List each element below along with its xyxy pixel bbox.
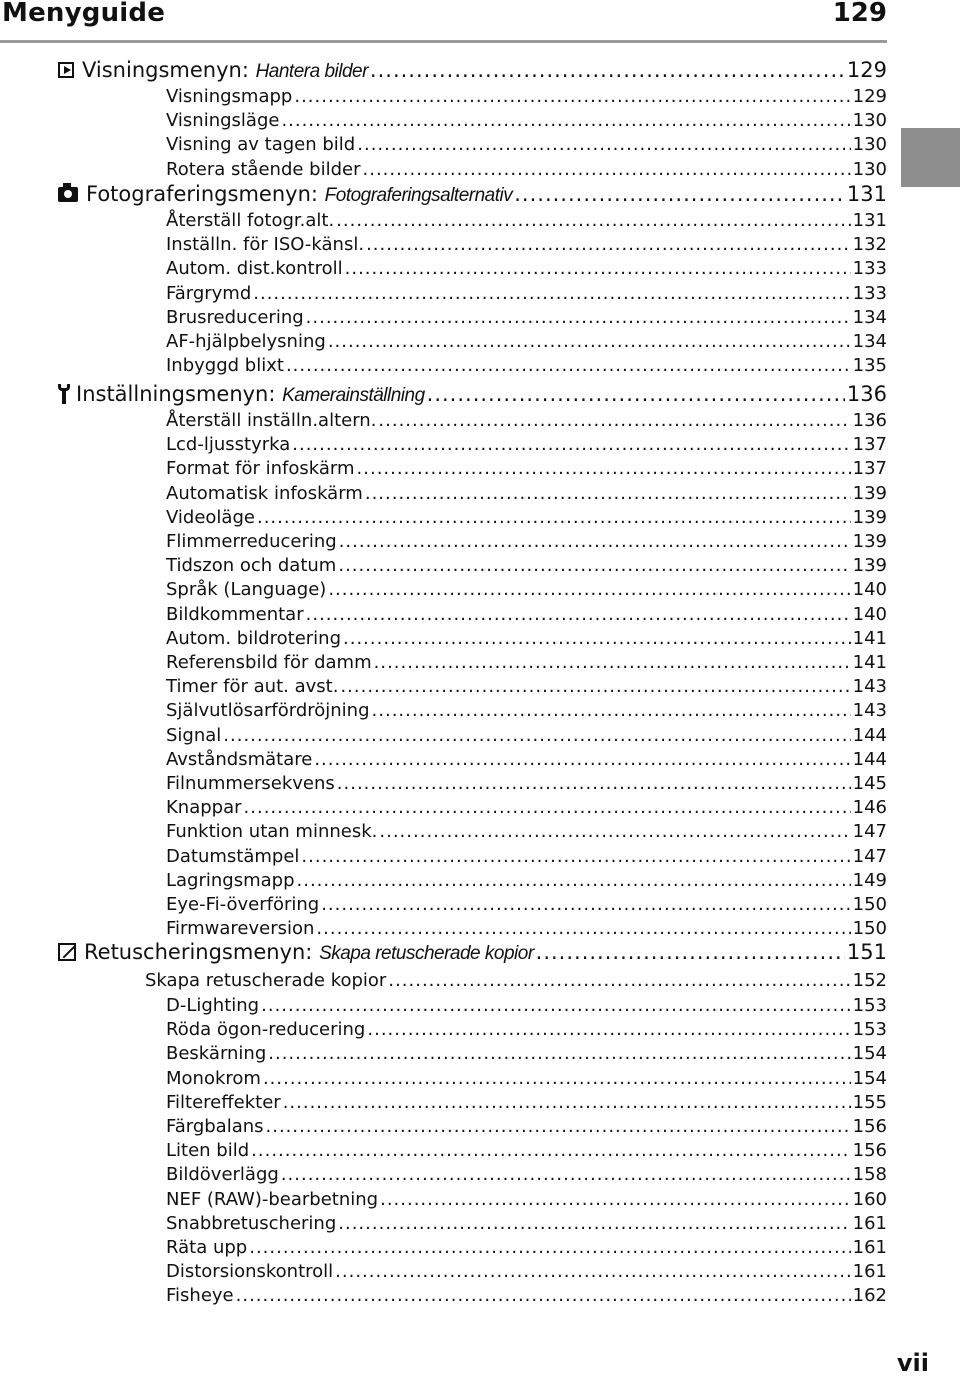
toc-entry-row[interactable] (166, 1068, 887, 1092)
dot-leader (370, 58, 845, 82)
toc-entry-row[interactable] (166, 846, 887, 870)
dot-leader (366, 234, 851, 255)
toc-entry-row[interactable] (166, 676, 887, 700)
toc-entry-row[interactable] (166, 1237, 887, 1261)
toc-entry-row[interactable] (166, 434, 887, 458)
toc-entry-row[interactable] (166, 918, 887, 942)
toc-entry-page: 156 (852, 1116, 887, 1137)
toc-entry-row[interactable] (166, 86, 887, 110)
toc-entry-row[interactable] (166, 483, 887, 507)
toc-entry-row[interactable] (166, 507, 887, 531)
toc-section-subtitle: Fotograferingsalternativ (324, 185, 513, 206)
toc-entry-page: 139 (852, 531, 887, 552)
toc-entry-row[interactable] (166, 773, 887, 797)
toc-entry-label: Färgrymd (166, 282, 252, 304)
toc-entry-label: Språk (Language) (166, 579, 327, 601)
dot-leader (283, 1092, 851, 1113)
toc-entry-page: 137 (852, 458, 887, 480)
playback-icon (58, 62, 74, 78)
toc-entry-page: 150 (852, 894, 887, 915)
toc-entry-label: Självutlösarfördröjning (166, 700, 370, 722)
toc-entry-page: 147 (852, 845, 887, 867)
dot-leader (306, 307, 851, 328)
toc-entry-label: Datumstämpel (166, 845, 300, 867)
toc-entry-label: Flimmerreducering (166, 531, 337, 552)
dot-leader (281, 1164, 851, 1185)
toc-entry-row[interactable] (166, 1164, 887, 1188)
toc-entry-label: Filtereffekter (166, 1091, 281, 1113)
toc-entry-page: 150 (852, 918, 887, 940)
dot-leader (338, 555, 850, 576)
toc-entry-label: Knappar (166, 797, 242, 819)
dot-leader (357, 458, 851, 479)
toc-entry-page: 145 (852, 773, 887, 794)
toc-entry-row[interactable] (166, 894, 887, 918)
toc-entry-label: Snabbretuschering (166, 1212, 337, 1234)
toc-entry-label: Röda ögon-reducering (166, 1019, 366, 1041)
toc-subheading-row[interactable] (145, 970, 887, 994)
toc-entry-page: 154 (852, 1067, 887, 1089)
toc-entry-label: Fisheye (166, 1285, 234, 1307)
toc-entry-label: Inställn. för ISO-känsl. (166, 234, 365, 256)
toc-entry-page: 153 (852, 1019, 887, 1041)
dot-leader (357, 134, 850, 155)
toc-entry-page: 136 (852, 410, 887, 431)
toc-entry-label: AF-hjälpbelysning (166, 331, 326, 352)
dot-leader (337, 773, 851, 794)
dot-leader (367, 1019, 850, 1040)
toc-entry-row[interactable] (166, 458, 887, 482)
toc-section-page: 151 (846, 940, 887, 964)
dot-leader (301, 846, 850, 867)
toc-entry-label: Rotera stående bilder (166, 158, 361, 180)
toc-entry-label: Distorsionskontroll (166, 1261, 334, 1283)
toc-section-row[interactable] (58, 58, 887, 82)
dot-leader (514, 182, 845, 206)
toc-entry-label: Videoläge (166, 506, 255, 528)
toc-entry-page: 161 (852, 1237, 887, 1258)
dot-leader (314, 749, 850, 770)
camera-icon (58, 187, 78, 202)
dot-leader (339, 531, 851, 552)
toc-entry-page: 135 (852, 355, 887, 377)
toc-entry-row[interactable] (166, 821, 887, 845)
toc-section-subtitle: Hantera bilder (255, 61, 368, 82)
dot-leader (328, 579, 850, 600)
toc-section-page: 131 (846, 182, 887, 206)
dot-leader (316, 918, 850, 939)
toc-entry-row[interactable] (166, 110, 887, 134)
toc-section-subtitle: Skapa retuscherade kopior (319, 943, 534, 964)
toc-entry-row[interactable] (166, 1285, 887, 1309)
toc-entry-page: 161 (852, 1212, 887, 1234)
dot-leader (249, 1237, 850, 1258)
toc-entry-label: Lagringsmapp (166, 869, 295, 891)
toc-entry-row[interactable] (166, 1043, 887, 1067)
toc-entry-label: Brusreducering (166, 306, 304, 328)
toc-entry-page: 130 (852, 110, 887, 132)
toc-subheading-label: Skapa retuscherade kopior (145, 970, 387, 991)
toc-entry-label: Visning av tagen bild (166, 134, 356, 156)
dot-leader (427, 382, 845, 406)
dot-leader (536, 940, 845, 964)
toc-entry-row[interactable] (166, 797, 887, 821)
toc-entry-label: Firmwareversion (166, 918, 315, 940)
toc-entry-row[interactable] (166, 1261, 887, 1285)
toc-section-title: Visningsmenyn: (82, 58, 256, 82)
toc-section-page: 129 (846, 58, 887, 82)
dot-leader (236, 1285, 851, 1306)
toc-section-label (58, 58, 368, 83)
toc-entry-label: Autom. dist.kontroll (166, 258, 343, 280)
toc-entry-row[interactable] (166, 1213, 887, 1237)
toc-entry-row[interactable] (166, 1019, 887, 1043)
toc-entry-row[interactable] (166, 410, 887, 434)
toc-section-label (58, 382, 425, 407)
dot-leader (378, 410, 850, 431)
toc-entry-label: D-Lighting (166, 995, 260, 1016)
toc-entry-page: 132 (852, 234, 887, 256)
dot-leader (336, 210, 850, 231)
toc-section-title: Fotograferingsmenyn: (86, 182, 325, 206)
toc-entry-row[interactable] (166, 1116, 887, 1140)
dot-leader (292, 434, 850, 455)
toc-entry-page: 129 (852, 86, 887, 107)
toc-entry-page: 130 (852, 158, 887, 180)
dot-leader (306, 604, 851, 625)
toc-entry-page: 139 (852, 482, 887, 504)
toc-entry-label: Återställ fotogr.alt. (166, 210, 335, 231)
toc-entry-label: Beskärning (166, 1043, 267, 1065)
toc-entry-row[interactable] (166, 210, 887, 234)
dot-leader (281, 110, 850, 131)
toc-entry-row[interactable] (166, 1092, 887, 1116)
dot-leader (223, 725, 850, 746)
dot-leader (251, 1140, 850, 1161)
dot-leader (379, 821, 850, 842)
toc-entry-page: 161 (852, 1261, 887, 1283)
toc-entry-label: Avståndsmätare (166, 748, 313, 770)
toc-entry-page: 140 (852, 579, 887, 601)
toc-entry-page: 144 (852, 748, 887, 770)
toc-entry-row[interactable] (166, 134, 887, 158)
toc-entry-label: Referensbild för damm (166, 652, 372, 673)
toc-entry-label: Bildöverlägg (166, 1164, 279, 1186)
toc-entry-page: 133 (852, 258, 887, 280)
toc-entry-page: 144 (852, 724, 887, 746)
toc-entry-page: 139 (852, 506, 887, 528)
toc-entry-row[interactable] (166, 995, 887, 1019)
dot-leader (380, 1189, 851, 1210)
dot-leader (328, 331, 851, 352)
toc-entry-page: 133 (852, 282, 887, 304)
toc-entry-page: 160 (852, 1188, 887, 1210)
dot-leader (340, 676, 850, 697)
toc-entry-page: 143 (852, 700, 887, 722)
dot-leader (343, 628, 851, 649)
dot-leader (294, 86, 850, 107)
toc-entry-label: Visningsläge (166, 110, 280, 132)
toc-entry-row[interactable] (166, 652, 887, 676)
dot-leader (286, 355, 851, 376)
dot-leader (263, 1068, 851, 1089)
toc-entry-label: Format för infoskärm (166, 458, 355, 480)
toc-entry-label: NEF (RAW)-bearbetning (166, 1188, 379, 1210)
dot-leader (338, 1213, 850, 1234)
dot-leader (388, 970, 850, 991)
wrench-icon (58, 384, 70, 404)
dot-leader (253, 283, 850, 304)
dot-leader (244, 797, 851, 818)
toc-entry-row[interactable] (166, 555, 887, 579)
toc-entry-label: Färgbalans (166, 1116, 264, 1137)
toc-entry-row[interactable] (166, 234, 887, 258)
toc-entry-page: 156 (852, 1140, 887, 1162)
toc-section-row[interactable] (58, 382, 887, 406)
toc-subheading-page: 152 (852, 970, 887, 991)
toc-section-title: Inställningsmenyn: (76, 382, 283, 406)
toc-entry-row[interactable] (166, 307, 887, 331)
toc-entry-page: 140 (852, 603, 887, 625)
footer-page-number: vii (896, 1349, 929, 1377)
toc-entry-row[interactable] (166, 604, 887, 628)
dot-leader (345, 258, 851, 279)
toc-section-label (58, 940, 534, 965)
toc-entry-label: Bildkommentar (166, 603, 304, 625)
toc-entry-page: 162 (852, 1285, 887, 1307)
dot-leader (321, 894, 850, 915)
page-title: Menyguide (2, 0, 166, 28)
toc-entry-row[interactable] (166, 355, 887, 379)
toc-section-title: Retuscheringsmenyn: (84, 940, 320, 964)
toc-entry-page: 141 (852, 652, 887, 673)
toc-entry-label: Inbyggd blixt (166, 355, 284, 377)
toc-entry-row[interactable] (166, 579, 887, 603)
toc-entry-page: 130 (852, 134, 887, 156)
toc-entry-label: Lcd-ljusstyrka (166, 434, 291, 456)
dot-leader (266, 1116, 851, 1137)
toc-entry-label: Filnummersekvens (166, 773, 335, 794)
toc-entry-page: 134 (852, 306, 887, 328)
toc-entry-label: Visningsmapp (166, 86, 293, 107)
toc-entry-label: Timer för aut. avst. (166, 676, 339, 698)
dot-leader (374, 652, 851, 673)
toc-section-subtitle: Kamerainställning (282, 385, 425, 406)
toc-section-label (58, 182, 512, 207)
toc-entry-page: 139 (852, 555, 887, 577)
toc-entry-page: 143 (852, 676, 887, 698)
dot-leader (261, 995, 851, 1016)
toc-entry-page: 149 (852, 869, 887, 891)
toc-entry-row[interactable] (166, 870, 887, 894)
toc-entry-label: Eye-Fi-överföring (166, 894, 320, 915)
toc-entry-row[interactable] (166, 628, 887, 652)
toc-entry-row[interactable] (166, 331, 887, 355)
toc-entry-row[interactable] (166, 700, 887, 724)
toc-entry-page: 153 (852, 995, 887, 1016)
toc-entry-label: Funktion utan minnesk. (166, 821, 378, 843)
toc-entry-row[interactable] (166, 258, 887, 282)
toc-entry-label: Återställ inställn.altern. (166, 410, 377, 431)
dot-leader (372, 700, 851, 721)
toc-entry-page: 134 (852, 331, 887, 352)
toc-entry-row[interactable] (166, 531, 887, 555)
toc-entry-label: Räta upp (166, 1237, 248, 1258)
toc-entry-page: 141 (852, 627, 887, 649)
toc-entry-label: Autom. bildrotering (166, 627, 342, 649)
toc-entry-row[interactable] (166, 1189, 887, 1213)
dot-leader (257, 507, 851, 528)
header-page-number: 129 (832, 0, 887, 28)
retouch-icon (58, 943, 76, 961)
dot-leader (268, 1043, 850, 1064)
toc-section-page: 136 (846, 382, 887, 406)
toc-entry-label: Signal (166, 724, 222, 746)
dot-leader (297, 870, 851, 891)
toc-entry-page: 154 (852, 1043, 887, 1065)
toc-entry-label: Automatisk infoskärm (166, 482, 363, 504)
dot-leader (363, 159, 851, 180)
dot-leader (365, 483, 851, 504)
dot-leader (335, 1261, 850, 1282)
toc-entry-label: Monokrom (166, 1067, 261, 1089)
toc-entry-page: 146 (852, 797, 887, 819)
toc-entry-page: 155 (852, 1091, 887, 1113)
toc-entry-page: 131 (852, 210, 887, 231)
toc-section-row[interactable] (58, 940, 887, 964)
toc-section-row[interactable] (58, 182, 887, 206)
toc-entry-row[interactable] (166, 725, 887, 749)
toc-entry-label: Liten bild (166, 1140, 250, 1162)
toc-entry-row[interactable] (166, 283, 887, 307)
toc-entry-label: Tidszon och datum (166, 555, 337, 577)
toc-entry-page: 137 (852, 434, 887, 456)
toc-entry-page: 147 (852, 821, 887, 843)
toc-entry-page: 158 (852, 1164, 887, 1186)
toc-entry-row[interactable] (166, 749, 887, 773)
toc-entry-row[interactable] (166, 159, 887, 183)
toc-entry-row[interactable] (166, 1140, 887, 1164)
